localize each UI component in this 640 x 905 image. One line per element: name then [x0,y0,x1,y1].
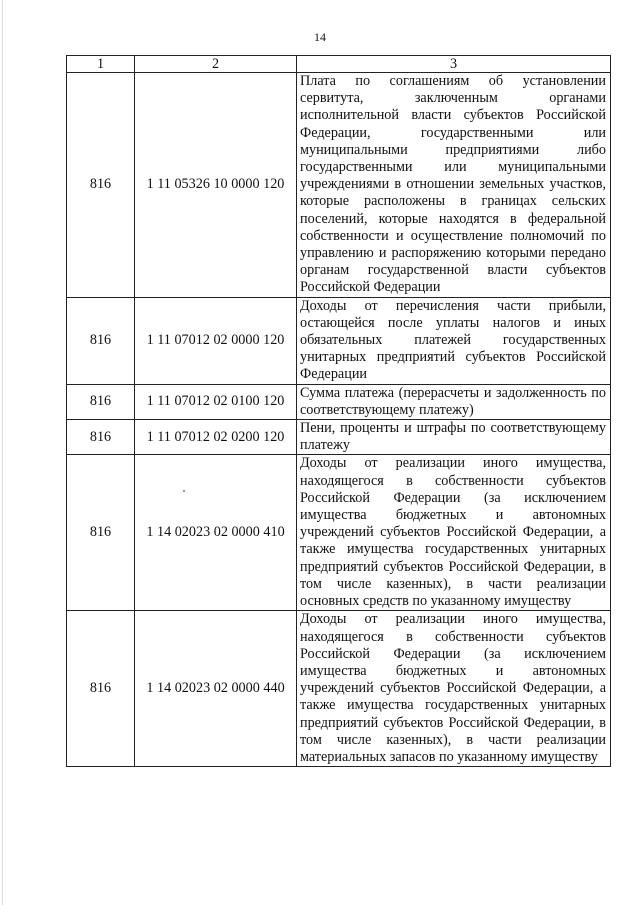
table-row [67,455,611,611]
admin-code: 816 [67,384,135,419]
revenue-codes-table [66,55,611,767]
scan-dot [183,490,185,492]
budget-classification-code: 1 11 05326 10 0000 120 [135,73,297,298]
admin-code: 816 [67,73,135,298]
admin-code: 816 [67,611,135,767]
admin-code: 816 [67,420,135,455]
page-number: 14 [314,30,326,44]
table-row [67,297,611,384]
header-col-1: 1 [67,56,135,73]
table-row [67,73,611,298]
revenue-description: Сумма платежа (перерасчеты и задолженность по соответствующему платежу) [297,384,611,419]
budget-classification-code: 1 11 07012 02 0100 120 [135,384,297,419]
table-row [67,420,611,455]
admin-code: 816 [67,297,135,384]
table-row [67,611,611,767]
revenue-description: Доходы от перечисления части прибыли, остающейся после уплаты налогов и иных обязательных платежей государственных унитарных предприятий субъектов Российской Федерации [297,297,611,384]
budget-classification-code: 1 14 02023 02 0000 440 [135,611,297,767]
header-row [67,56,611,73]
budget-classification-code: 1 11 07012 02 0200 120 [135,420,297,455]
revenue-description: Доходы от реализации иного имущества, находящегося в собственности субъектов Российской Федерации (за исключением имущества бюджетных и автономных учреждений субъектов Российской Федерации, а также имущества государственных унитарных предприятий субъектов Российской Федерации, в том числе казенных), в части реализации основных средств по указанному имуществу [297,455,611,611]
scan-edge [2,0,3,905]
table-row [67,384,611,419]
header-col-2: 2 [135,56,297,73]
admin-code: 816 [67,455,135,611]
revenue-description: Доходы от реализации иного имущества, находящегося в собственности субъектов Российской Федерации (за исключением имущества бюджетных и автономных учреждений субъектов Российской Федерации, а также имущества государственных унитарных предприятий субъектов Российской Федерации, в том числе казенных), в части реализации материальных запасов по указанному имуществу [297,611,611,767]
revenue-description: Пени, проценты и штрафы по соответствующему платежу [297,420,611,455]
budget-classification-code: 1 11 07012 02 0000 120 [135,297,297,384]
budget-classification-code: 1 14 02023 02 0000 410 [135,455,297,611]
revenue-description: Плата по соглашениям об установлении сервитута, заключенным органами исполнительной власти субъектов Российской Федерации, государственными или муниципальными предприятиями либо государственными или муниципальными учреждениями в отношении земельных участков, которые расположены в границах сельских поселений, которые находятся в федеральной собственности и осуществление полномочий по управлению и распоряжению которыми передано органам государственной власти субъектов Российской Федерации [297,73,611,298]
header-col-3: 3 [297,56,611,73]
